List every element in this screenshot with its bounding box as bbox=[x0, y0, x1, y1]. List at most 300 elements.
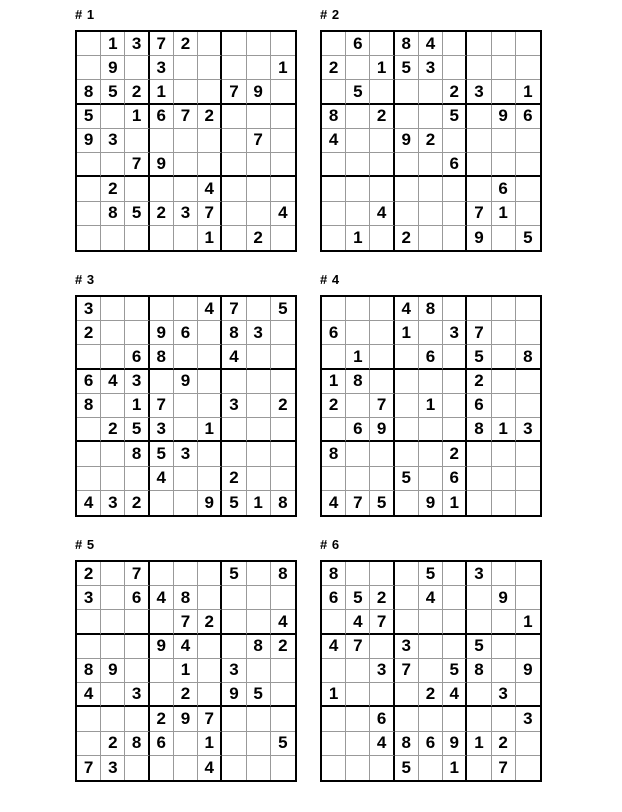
sudoku-cell: 6 bbox=[419, 345, 443, 369]
sudoku-cell: 1 bbox=[125, 105, 149, 129]
sudoku-cell: 5 bbox=[467, 345, 491, 369]
sudoku-cell bbox=[222, 129, 246, 153]
sudoku-cell bbox=[419, 177, 443, 201]
sudoku-cell bbox=[346, 297, 370, 321]
sudoku-cell bbox=[174, 467, 198, 491]
sudoku-cell bbox=[467, 707, 491, 731]
sudoku-cell: 1 bbox=[492, 418, 516, 442]
sudoku-cell: 3 bbox=[174, 442, 198, 466]
sudoku-cell: 7 bbox=[77, 756, 101, 780]
sudoku-cell bbox=[125, 297, 149, 321]
sudoku-cell: 1 bbox=[443, 491, 467, 515]
sudoku-cell: 1 bbox=[492, 202, 516, 226]
sudoku-cell bbox=[346, 129, 370, 153]
sudoku-cell bbox=[516, 32, 540, 56]
sudoku-cell: 3 bbox=[516, 707, 540, 731]
sudoku-cell bbox=[346, 707, 370, 731]
sudoku-cell bbox=[492, 467, 516, 491]
sudoku-cell: 3 bbox=[125, 32, 149, 56]
sudoku-cell bbox=[346, 659, 370, 683]
sudoku-cell bbox=[247, 345, 271, 369]
sudoku-cell: 1 bbox=[174, 659, 198, 683]
sudoku-cell: 4 bbox=[271, 202, 295, 226]
sudoku-cell bbox=[101, 442, 125, 466]
sudoku-cell bbox=[150, 370, 174, 394]
sudoku-cell: 9 bbox=[516, 659, 540, 683]
sudoku-cell: 8 bbox=[322, 105, 346, 129]
sudoku-cell: 3 bbox=[247, 321, 271, 345]
sudoku-cell: 6 bbox=[346, 418, 370, 442]
sudoku-cell bbox=[271, 105, 295, 129]
sudoku-cell bbox=[395, 418, 419, 442]
sudoku-cell: 6 bbox=[150, 105, 174, 129]
sudoku-cell bbox=[174, 491, 198, 515]
sudoku-cell bbox=[395, 394, 419, 418]
sudoku-cell bbox=[125, 635, 149, 659]
sudoku-cell bbox=[322, 659, 346, 683]
sudoku-cell: 8 bbox=[516, 345, 540, 369]
sudoku-cell bbox=[516, 202, 540, 226]
sudoku-cell: 6 bbox=[125, 586, 149, 610]
sudoku-cell bbox=[222, 732, 246, 756]
sudoku-cell bbox=[516, 562, 540, 586]
sudoku-cell bbox=[346, 442, 370, 466]
sudoku-cell bbox=[419, 610, 443, 634]
sudoku-cell bbox=[322, 297, 346, 321]
sudoku-cell bbox=[125, 56, 149, 80]
sudoku-cell bbox=[395, 707, 419, 731]
sudoku-puzzle-3 bbox=[75, 273, 297, 517]
sudoku-cell bbox=[247, 659, 271, 683]
sudoku-cell: 4 bbox=[198, 756, 222, 780]
sudoku-puzzle-1 bbox=[75, 8, 297, 252]
sudoku-cell: 7 bbox=[370, 610, 394, 634]
sudoku-cell bbox=[101, 153, 125, 177]
sudoku-cell bbox=[370, 442, 394, 466]
sudoku-cell: 4 bbox=[150, 467, 174, 491]
sudoku-cell: 3 bbox=[150, 56, 174, 80]
sudoku-cell bbox=[222, 418, 246, 442]
sudoku-cell: 1 bbox=[198, 226, 222, 250]
sudoku-cell bbox=[492, 394, 516, 418]
sudoku-cell: 4 bbox=[395, 297, 419, 321]
sudoku-cell: 8 bbox=[395, 32, 419, 56]
sudoku-cell: 1 bbox=[370, 56, 394, 80]
sudoku-cell: 5 bbox=[150, 442, 174, 466]
sudoku-cell: 4 bbox=[419, 586, 443, 610]
sudoku-cell bbox=[198, 370, 222, 394]
sudoku-cell bbox=[271, 756, 295, 780]
sudoku-cell: 4 bbox=[198, 177, 222, 201]
sudoku-cell bbox=[419, 635, 443, 659]
sudoku-cell: 2 bbox=[395, 226, 419, 250]
sudoku-cell bbox=[492, 321, 516, 345]
sudoku-cell: 2 bbox=[322, 56, 346, 80]
sudoku-cell bbox=[370, 756, 394, 780]
sudoku-cell bbox=[174, 394, 198, 418]
sudoku-cell bbox=[370, 153, 394, 177]
sudoku-cell: 8 bbox=[222, 321, 246, 345]
sudoku-cell: 9 bbox=[492, 105, 516, 129]
sudoku-cell: 7 bbox=[395, 659, 419, 683]
sudoku-cell: 8 bbox=[125, 442, 149, 466]
sudoku-cell bbox=[467, 153, 491, 177]
sudoku-cell bbox=[198, 394, 222, 418]
sudoku-grid bbox=[320, 295, 542, 517]
sudoku-cell: 2 bbox=[370, 105, 394, 129]
sudoku-cell: 5 bbox=[523, 227, 533, 247]
sudoku-cell bbox=[516, 756, 540, 780]
sudoku-cell: 7 bbox=[174, 105, 198, 129]
sudoku-cell bbox=[492, 491, 516, 515]
sudoku-cell bbox=[322, 418, 346, 442]
sudoku-cell: 3 bbox=[419, 56, 443, 80]
sudoku-cell bbox=[443, 32, 467, 56]
sudoku-cell: 1 bbox=[419, 394, 443, 418]
sudoku-cell: 2 bbox=[271, 394, 295, 418]
sudoku-cell bbox=[467, 56, 491, 80]
sudoku-cell bbox=[247, 394, 271, 418]
sudoku-cell bbox=[370, 467, 394, 491]
sudoku-cell: 4 bbox=[419, 32, 443, 56]
sudoku-cell bbox=[150, 297, 174, 321]
sudoku-cell: 7 bbox=[222, 297, 246, 321]
sudoku-cell bbox=[150, 177, 174, 201]
sudoku-cell bbox=[492, 370, 516, 394]
sudoku-cell: 4 bbox=[322, 491, 346, 515]
sudoku-cell bbox=[198, 586, 222, 610]
sudoku-cell bbox=[222, 707, 246, 731]
sudoku-cell bbox=[247, 562, 271, 586]
sudoku-cell bbox=[443, 418, 467, 442]
sudoku-cell bbox=[150, 756, 174, 780]
sudoku-cell bbox=[443, 562, 467, 586]
sudoku-cell bbox=[222, 32, 246, 56]
sudoku-cell: 1 bbox=[198, 418, 222, 442]
sudoku-cell: 5 bbox=[395, 56, 419, 80]
sudoku-cell bbox=[516, 321, 540, 345]
sudoku-cell bbox=[77, 635, 101, 659]
sudoku-cell: 4 bbox=[77, 683, 101, 707]
sudoku-cell: 1 bbox=[247, 491, 271, 515]
sudoku-cell: 3 bbox=[125, 370, 149, 394]
sudoku-cell bbox=[271, 659, 295, 683]
sudoku-cell: 2 bbox=[467, 370, 491, 394]
sudoku-cell: 3 bbox=[101, 129, 125, 153]
sudoku-cell bbox=[370, 226, 394, 250]
sudoku-cell: 5 bbox=[271, 297, 295, 321]
sudoku-cell: 9 bbox=[467, 226, 491, 250]
sudoku-cell: 9 bbox=[222, 683, 246, 707]
sudoku-cell: 6 bbox=[467, 394, 491, 418]
sudoku-cell: 4 bbox=[370, 202, 394, 226]
sudoku-cell bbox=[443, 297, 467, 321]
sudoku-cell bbox=[222, 586, 246, 610]
sudoku-cell: 2 bbox=[101, 732, 125, 756]
sudoku-cell: 7 bbox=[467, 202, 491, 226]
sudoku-cell bbox=[77, 177, 101, 201]
sudoku-cell: 4 bbox=[322, 129, 346, 153]
sudoku-cell: 8 bbox=[278, 492, 288, 512]
sudoku-cell: 3 bbox=[492, 683, 516, 707]
sudoku-cell bbox=[77, 610, 101, 634]
sudoku-cell bbox=[222, 202, 246, 226]
sudoku-cell bbox=[467, 442, 491, 466]
sudoku-cell: 7 bbox=[222, 80, 246, 104]
sudoku-cell: 6 bbox=[370, 707, 394, 731]
sudoku-cell bbox=[443, 56, 467, 80]
sudoku-puzzle-5 bbox=[75, 538, 297, 782]
sudoku-cell bbox=[222, 370, 246, 394]
sudoku-cell bbox=[77, 732, 101, 756]
sudoku-grid bbox=[75, 560, 297, 782]
sudoku-cell: 5 bbox=[247, 683, 271, 707]
sudoku-cell: 1 bbox=[516, 80, 540, 104]
sudoku-cell bbox=[222, 177, 246, 201]
sudoku-cell bbox=[125, 659, 149, 683]
sudoku-cell bbox=[77, 226, 101, 250]
sudoku-cell bbox=[346, 467, 370, 491]
sudoku-cell: 2 bbox=[77, 321, 101, 345]
sudoku-cell bbox=[77, 707, 101, 731]
sudoku-cell: 7 bbox=[174, 610, 198, 634]
sudoku-cell: 9 bbox=[492, 586, 516, 610]
sudoku-cell bbox=[443, 586, 467, 610]
sudoku-cell bbox=[395, 442, 419, 466]
sudoku-cell bbox=[395, 610, 419, 634]
puzzle-2-title: # 2 bbox=[320, 7, 340, 22]
sudoku-cell: 2 bbox=[174, 32, 198, 56]
sudoku-grid bbox=[320, 30, 542, 252]
sudoku-cell: 8 bbox=[125, 732, 149, 756]
sudoku-cell bbox=[467, 297, 491, 321]
sudoku-puzzle-4 bbox=[320, 273, 542, 517]
sudoku-cell: 4 bbox=[322, 635, 346, 659]
sudoku-cell: 2 bbox=[443, 80, 467, 104]
sudoku-cell bbox=[174, 732, 198, 756]
sudoku-cell: 7 bbox=[198, 707, 222, 731]
sudoku-cell bbox=[443, 394, 467, 418]
sudoku-cell bbox=[271, 707, 295, 731]
sudoku-cell bbox=[492, 442, 516, 466]
sudoku-cell bbox=[222, 756, 246, 780]
sudoku-cell: 9 bbox=[150, 321, 174, 345]
sudoku-cell bbox=[443, 635, 467, 659]
sudoku-cell: 8 bbox=[271, 562, 295, 586]
sudoku-cell: 5 bbox=[125, 202, 149, 226]
sudoku-cell bbox=[174, 226, 198, 250]
sudoku-cell bbox=[395, 153, 419, 177]
sudoku-cell bbox=[370, 80, 394, 104]
sudoku-cell bbox=[198, 635, 222, 659]
sudoku-cell: 5 bbox=[77, 105, 101, 129]
sudoku-cell: 3 bbox=[101, 491, 125, 515]
sudoku-cell: 7 bbox=[198, 202, 222, 226]
sudoku-cell: 3 bbox=[467, 562, 491, 586]
sudoku-cell bbox=[516, 732, 540, 756]
sudoku-cell bbox=[322, 610, 346, 634]
sudoku-cell: 7 bbox=[370, 394, 394, 418]
sudoku-cell bbox=[443, 226, 467, 250]
sudoku-cell: 3 bbox=[174, 202, 198, 226]
sudoku-cell: 2 bbox=[77, 562, 101, 586]
sudoku-cell bbox=[198, 32, 222, 56]
sudoku-cell bbox=[271, 683, 295, 707]
sudoku-cell: 5 bbox=[419, 562, 443, 586]
sudoku-cell bbox=[419, 153, 443, 177]
sudoku-cell bbox=[322, 756, 346, 780]
sudoku-cell: 9 bbox=[150, 635, 174, 659]
sudoku-cell bbox=[247, 153, 271, 177]
sudoku-cell: 8 bbox=[395, 732, 419, 756]
sudoku-cell bbox=[222, 226, 246, 250]
sudoku-cell: 4 bbox=[198, 297, 222, 321]
sudoku-cell bbox=[322, 345, 346, 369]
sudoku-cell bbox=[271, 226, 295, 250]
sudoku-cell: 2 bbox=[101, 418, 125, 442]
sudoku-cell: 4 bbox=[174, 635, 198, 659]
sudoku-cell bbox=[419, 105, 443, 129]
sudoku-cell bbox=[370, 562, 394, 586]
sudoku-cell bbox=[395, 202, 419, 226]
sudoku-cell bbox=[492, 707, 516, 731]
sudoku-cell: 1 bbox=[125, 394, 149, 418]
sudoku-cell: 5 bbox=[222, 491, 246, 515]
sudoku-cell: 2 bbox=[150, 202, 174, 226]
sudoku-cell bbox=[247, 467, 271, 491]
sudoku-cell bbox=[271, 80, 295, 104]
sudoku-cell bbox=[77, 56, 101, 80]
sudoku-cell: 9 bbox=[395, 129, 419, 153]
sudoku-cell bbox=[467, 683, 491, 707]
sudoku-cell bbox=[322, 80, 346, 104]
sudoku-cell bbox=[516, 370, 540, 394]
sudoku-cell: 8 bbox=[77, 659, 101, 683]
sudoku-cell bbox=[516, 153, 540, 177]
sudoku-cell bbox=[174, 418, 198, 442]
sudoku-cell: 9 bbox=[101, 56, 125, 80]
sudoku-cell bbox=[443, 177, 467, 201]
sudoku-cell: 8 bbox=[322, 442, 346, 466]
sudoku-cell bbox=[101, 321, 125, 345]
sudoku-cell: 5 bbox=[395, 756, 419, 780]
sudoku-cell: 5 bbox=[346, 80, 370, 104]
sudoku-cell bbox=[198, 659, 222, 683]
sudoku-cell bbox=[370, 635, 394, 659]
sudoku-cell: 2 bbox=[125, 491, 149, 515]
sudoku-cell bbox=[395, 370, 419, 394]
sudoku-cell bbox=[125, 610, 149, 634]
sudoku-cell bbox=[271, 467, 295, 491]
sudoku-cell bbox=[77, 345, 101, 369]
sudoku-cell bbox=[247, 177, 271, 201]
sudoku-cell: 8 bbox=[346, 370, 370, 394]
sudoku-cell: 7 bbox=[150, 394, 174, 418]
puzzle-4-title: # 4 bbox=[320, 272, 340, 287]
sudoku-cell bbox=[271, 586, 295, 610]
sudoku-cell bbox=[101, 683, 125, 707]
sudoku-cell bbox=[467, 610, 491, 634]
sudoku-cell bbox=[346, 732, 370, 756]
sudoku-cell bbox=[174, 297, 198, 321]
sudoku-cell: 5 bbox=[370, 491, 394, 515]
sudoku-cell bbox=[516, 491, 540, 515]
sudoku-cell: 2 bbox=[198, 610, 222, 634]
sudoku-cell: 4 bbox=[370, 732, 394, 756]
sudoku-cell bbox=[443, 202, 467, 226]
sudoku-cell bbox=[198, 683, 222, 707]
sudoku-cell: 8 bbox=[101, 202, 125, 226]
sudoku-cell bbox=[370, 683, 394, 707]
sudoku-cell bbox=[516, 394, 540, 418]
sudoku-cell bbox=[77, 442, 101, 466]
sudoku-cell: 8 bbox=[174, 586, 198, 610]
sudoku-cell bbox=[492, 153, 516, 177]
sudoku-cell bbox=[419, 467, 443, 491]
sudoku-grid bbox=[75, 30, 297, 252]
sudoku-cell bbox=[77, 202, 101, 226]
sudoku-cell: 6 bbox=[516, 105, 540, 129]
sudoku-cell bbox=[77, 418, 101, 442]
sudoku-cell bbox=[467, 32, 491, 56]
sudoku-cell: 3 bbox=[222, 394, 246, 418]
sudoku-cell bbox=[346, 562, 370, 586]
sudoku-cell: 6 bbox=[174, 321, 198, 345]
sudoku-cell bbox=[467, 105, 491, 129]
sudoku-cell: 2 bbox=[322, 394, 346, 418]
sudoku-cell: 1 bbox=[467, 732, 491, 756]
sudoku-cell bbox=[395, 683, 419, 707]
sudoku-cell: 3 bbox=[516, 418, 540, 442]
sudoku-cell: 1 bbox=[322, 683, 346, 707]
sudoku-cell: 2 bbox=[443, 442, 467, 466]
sudoku-cell: 5 bbox=[346, 586, 370, 610]
sudoku-cell: 7 bbox=[346, 635, 370, 659]
sudoku-cell bbox=[346, 177, 370, 201]
sudoku-cell bbox=[174, 56, 198, 80]
sudoku-puzzle-2 bbox=[320, 8, 542, 252]
sudoku-cell: 6 bbox=[443, 153, 467, 177]
sudoku-cell: 5 bbox=[125, 418, 149, 442]
sudoku-cell bbox=[271, 129, 295, 153]
sudoku-cell: 4 bbox=[77, 491, 101, 515]
sudoku-cell bbox=[419, 659, 443, 683]
sudoku-cell bbox=[198, 345, 222, 369]
sudoku-cell: 6 bbox=[150, 732, 174, 756]
sudoku-cell: 3 bbox=[443, 321, 467, 345]
sudoku-cell: 4 bbox=[346, 610, 370, 634]
sudoku-puzzle-6 bbox=[320, 538, 542, 782]
sudoku-cell bbox=[125, 177, 149, 201]
sudoku-cell bbox=[516, 683, 540, 707]
sudoku-cell: 1 bbox=[101, 32, 125, 56]
sudoku-cell bbox=[346, 153, 370, 177]
sudoku-cell: 9 bbox=[101, 659, 125, 683]
sudoku-cell bbox=[150, 659, 174, 683]
sudoku-cell: 1 bbox=[150, 80, 174, 104]
sudoku-cell: 9 bbox=[443, 732, 467, 756]
sudoku-cell bbox=[125, 129, 149, 153]
sudoku-cell bbox=[395, 80, 419, 104]
sudoku-cell bbox=[271, 345, 295, 369]
sudoku-cell bbox=[247, 732, 271, 756]
sudoku-cell: 8 bbox=[247, 635, 271, 659]
sudoku-cell bbox=[222, 105, 246, 129]
sudoku-cell bbox=[395, 586, 419, 610]
sudoku-cell bbox=[222, 442, 246, 466]
sudoku-cell: 6 bbox=[125, 345, 149, 369]
sudoku-cell bbox=[101, 610, 125, 634]
